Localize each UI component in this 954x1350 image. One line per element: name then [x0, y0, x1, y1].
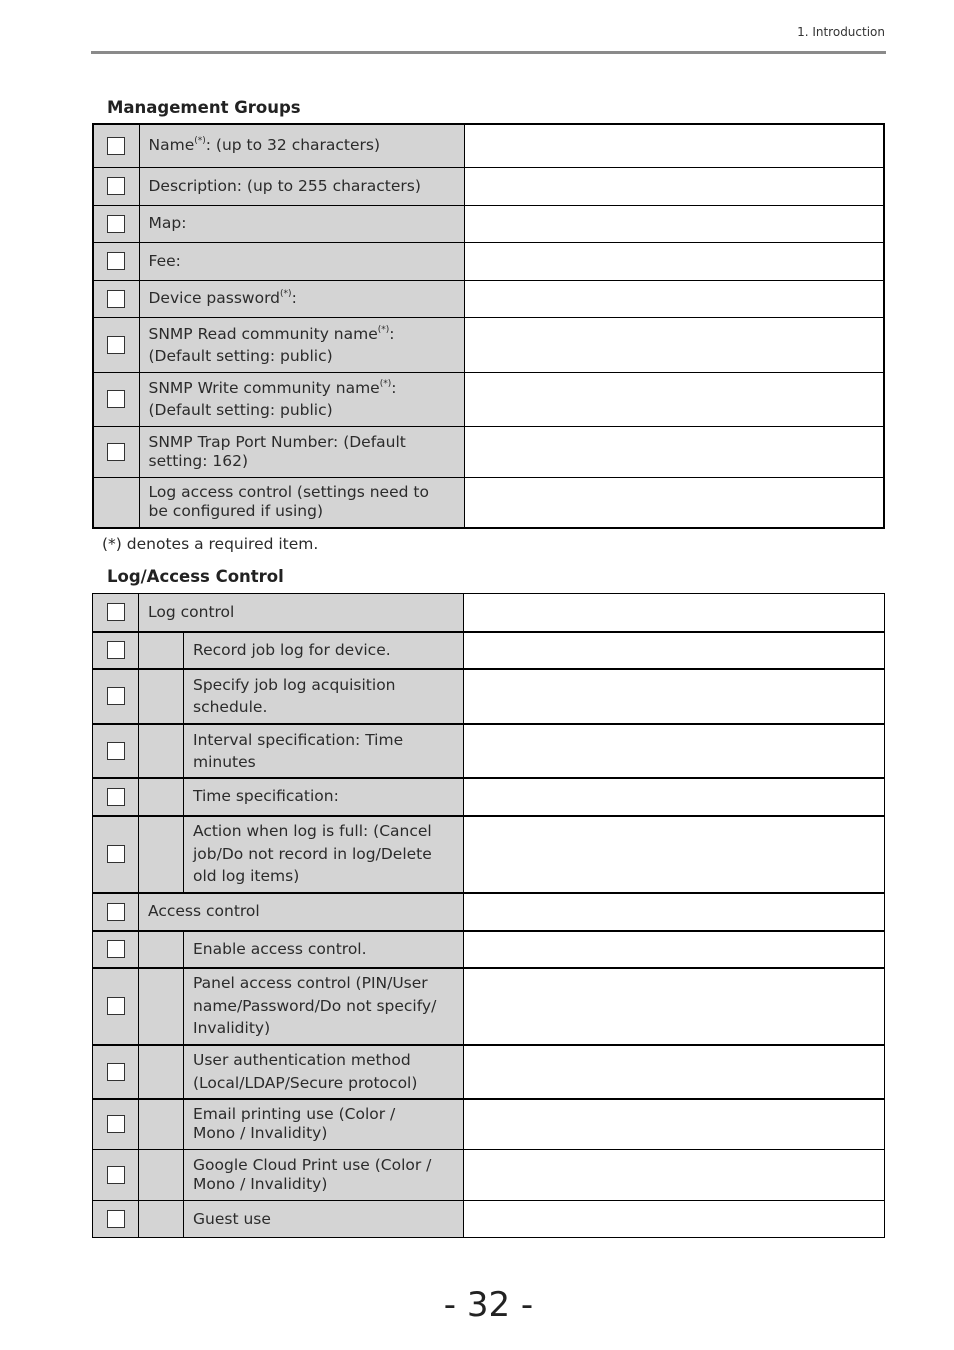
table-row	[93, 280, 884, 317]
table-row	[93, 1150, 885, 1201]
log-access-control-table	[92, 593, 885, 1238]
row-label: User authentication method (Local/LDAP/Secure protocol)	[184, 1045, 464, 1099]
required-footnote: (*) denotes a required item.	[102, 535, 319, 553]
table-row	[93, 931, 885, 968]
value-field[interactable]	[464, 931, 885, 968]
row-label: SNMP Trap Port Number: (Default setting: 162)	[139, 426, 464, 477]
value-field[interactable]	[464, 426, 884, 477]
value-field[interactable]	[464, 1045, 885, 1099]
row-label: SNMP Write community name(*): (Default setting: public)	[139, 372, 464, 426]
table-row	[93, 669, 885, 724]
header-rule	[91, 51, 886, 54]
checkbox[interactable]	[107, 997, 125, 1015]
value-field[interactable]	[464, 317, 884, 372]
indent-cell	[139, 1201, 184, 1238]
indent-cell	[139, 1045, 184, 1099]
table-row	[93, 124, 884, 167]
table-row	[93, 1099, 885, 1150]
table-row	[93, 778, 885, 816]
row-label: Name(*): (up to 32 characters)	[139, 124, 464, 167]
row-label: SNMP Read community name(*): (Default setting: public)	[139, 317, 464, 372]
table-row	[93, 724, 885, 778]
row-label: Description: (up to 255 characters)	[139, 167, 464, 205]
table-row	[93, 317, 884, 372]
checkbox[interactable]	[107, 641, 125, 659]
checkbox[interactable]	[107, 903, 125, 921]
value-field[interactable]	[464, 816, 885, 893]
indent-cell	[139, 724, 184, 778]
value-field[interactable]	[464, 632, 885, 669]
log-access-control-title: Log/Access Control	[107, 567, 284, 586]
row-label: Specify job log acquisition schedule.	[184, 669, 464, 724]
indent-cell	[139, 816, 184, 893]
value-field[interactable]	[464, 372, 884, 426]
value-field[interactable]	[464, 1099, 885, 1150]
value-field[interactable]	[464, 1201, 885, 1238]
row-label: Enable access control.	[184, 931, 464, 968]
row-label: Action when log is full: (Cancel job/Do not record in log/Delete old log items)	[184, 816, 464, 893]
checkbox[interactable]	[107, 177, 125, 195]
row-label: Time specification:	[184, 778, 464, 816]
table-row	[93, 594, 885, 632]
value-field[interactable]	[464, 124, 884, 167]
row-label: Map:	[139, 205, 464, 242]
row-label: Google Cloud Print use (Color / Mono / Invalidity)	[184, 1150, 464, 1201]
empty-cell	[93, 477, 139, 528]
checkbox[interactable]	[107, 603, 125, 621]
checkbox[interactable]	[107, 443, 125, 461]
chapter-header: 1. Introduction	[797, 25, 885, 39]
indent-cell	[139, 778, 184, 816]
value-field[interactable]	[464, 893, 885, 931]
checkbox[interactable]	[107, 788, 125, 806]
value-field[interactable]	[464, 778, 885, 816]
checkbox[interactable]	[107, 290, 125, 308]
row-label: Email printing use (Color / Mono / Invalidity)	[184, 1099, 464, 1150]
row-label: Log control	[139, 594, 464, 632]
value-field[interactable]	[464, 205, 884, 242]
table-row	[93, 205, 884, 242]
value-field[interactable]	[464, 280, 884, 317]
row-label: Log access control (settings need to be configured if using)	[139, 477, 464, 528]
checkbox[interactable]	[107, 845, 125, 863]
checkbox[interactable]	[107, 215, 125, 233]
table-row	[93, 372, 884, 426]
value-field[interactable]	[464, 968, 885, 1045]
management-groups-table	[92, 123, 885, 529]
indent-cell	[139, 669, 184, 724]
checkbox[interactable]	[107, 1115, 125, 1133]
page-number: - 32 -	[443, 1285, 534, 1325]
row-label: Access control	[139, 893, 464, 931]
row-label: Panel access control (PIN/User name/Password/Do not specify/ Invalidity)	[184, 968, 464, 1045]
table-row	[93, 816, 885, 893]
value-field[interactable]	[464, 242, 884, 280]
checkbox[interactable]	[107, 1166, 125, 1184]
table-row	[93, 477, 884, 528]
row-label: Device password(*):	[139, 280, 464, 317]
indent-cell	[139, 632, 184, 669]
value-field[interactable]	[464, 594, 885, 632]
checkbox[interactable]	[107, 940, 125, 958]
table-row	[93, 242, 884, 280]
checkbox[interactable]	[107, 390, 125, 408]
indent-cell	[139, 1150, 184, 1201]
checkbox[interactable]	[107, 742, 125, 760]
management-groups-title: Management Groups	[107, 98, 301, 117]
value-field[interactable]	[464, 1150, 885, 1201]
row-label: Record job log for device.	[184, 632, 464, 669]
checkbox[interactable]	[107, 1063, 125, 1081]
table-row	[93, 632, 885, 669]
value-field[interactable]	[464, 167, 884, 205]
checkbox[interactable]	[107, 336, 125, 354]
value-field[interactable]	[464, 477, 884, 528]
row-label: Guest use	[184, 1201, 464, 1238]
table-row	[93, 167, 884, 205]
indent-cell	[139, 931, 184, 968]
checkbox[interactable]	[107, 137, 125, 155]
row-label: Fee:	[139, 242, 464, 280]
table-row	[93, 426, 884, 477]
row-label: Interval specification: Time minutes	[184, 724, 464, 778]
value-field[interactable]	[464, 724, 885, 778]
checkbox[interactable]	[107, 1210, 125, 1228]
checkbox[interactable]	[107, 252, 125, 270]
table-row	[93, 1201, 885, 1238]
table-row	[93, 1045, 885, 1099]
table-row	[93, 968, 885, 1045]
indent-cell	[139, 1099, 184, 1150]
value-field[interactable]	[464, 669, 885, 724]
indent-cell	[139, 968, 184, 1045]
checkbox[interactable]	[107, 687, 125, 705]
table-row	[93, 893, 885, 931]
